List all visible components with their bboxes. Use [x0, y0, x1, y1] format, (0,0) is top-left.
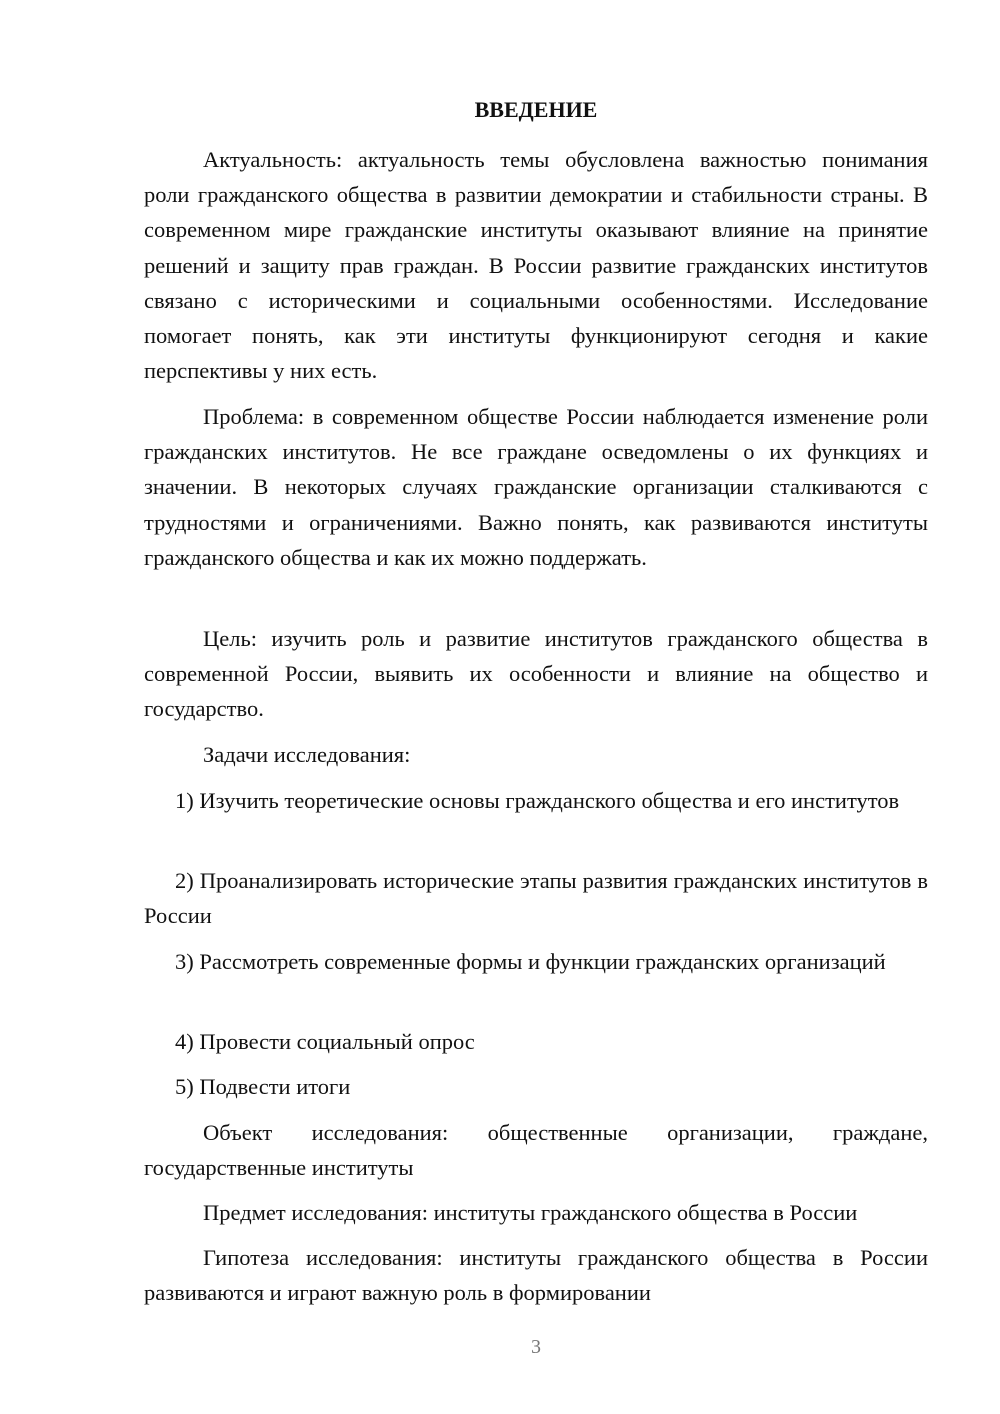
task-item: 3) Рассмотреть современные формы и функции гражданских организаций — [175, 949, 886, 974]
goal-paragraph: Цель: изучить роль и развитие институтов гражданского общества в современной России, выявить их особенности и влияние на общество и государство. — [144, 626, 928, 722]
task-item: 4) Провести социальный опрос — [175, 1029, 475, 1054]
hypothesis-paragraph: Гипотеза исследования: институты гражданского общества в России развиваются и играют важную роль в формировании — [144, 1245, 928, 1306]
problem-paragraph: Проблема: в современном обществе России наблюдается изменение роли гражданских институтов. Не все граждане осведомлены о их функциях и значении. В некоторых случаях гражданские организации сталкиваются с трудностями и ограничениями. Важно понять, как развиваются институты гражданского общества и как их можно поддержать. — [144, 404, 928, 570]
relevance-paragraph: Актуальность: актуальность темы обусловлена важностью понимания роли гражданского общества в развитии демократии и стабильности страны. В современном мире гражданские институты оказывают влияние на принятие решений и защиту прав граждан. В России развитие гражданских институтов связано с историческими и социальными особенностями. Исследование помогает понять, как эти институты функционируют сегодня и какие перспективы у них есть. — [144, 147, 928, 384]
task-item: 1) Изучить теоретические основы гражданского общества и его институтов — [175, 788, 900, 813]
task-item: 5) Подвести итоги — [175, 1074, 351, 1099]
subject-paragraph: Предмет исследования: институты гражданского общества в России — [203, 1200, 858, 1225]
task-item: 2) Проанализировать исторические этапы развития гражданских институтов в России — [144, 868, 928, 929]
page-number: 3 — [531, 1336, 541, 1358]
object-paragraph: Объект исследования: общественные организации, граждане, государственные институты — [144, 1120, 928, 1181]
page-title: ВВЕДЕНИЕ — [474, 97, 598, 122]
tasks-heading: Задачи исследования: — [203, 742, 411, 767]
